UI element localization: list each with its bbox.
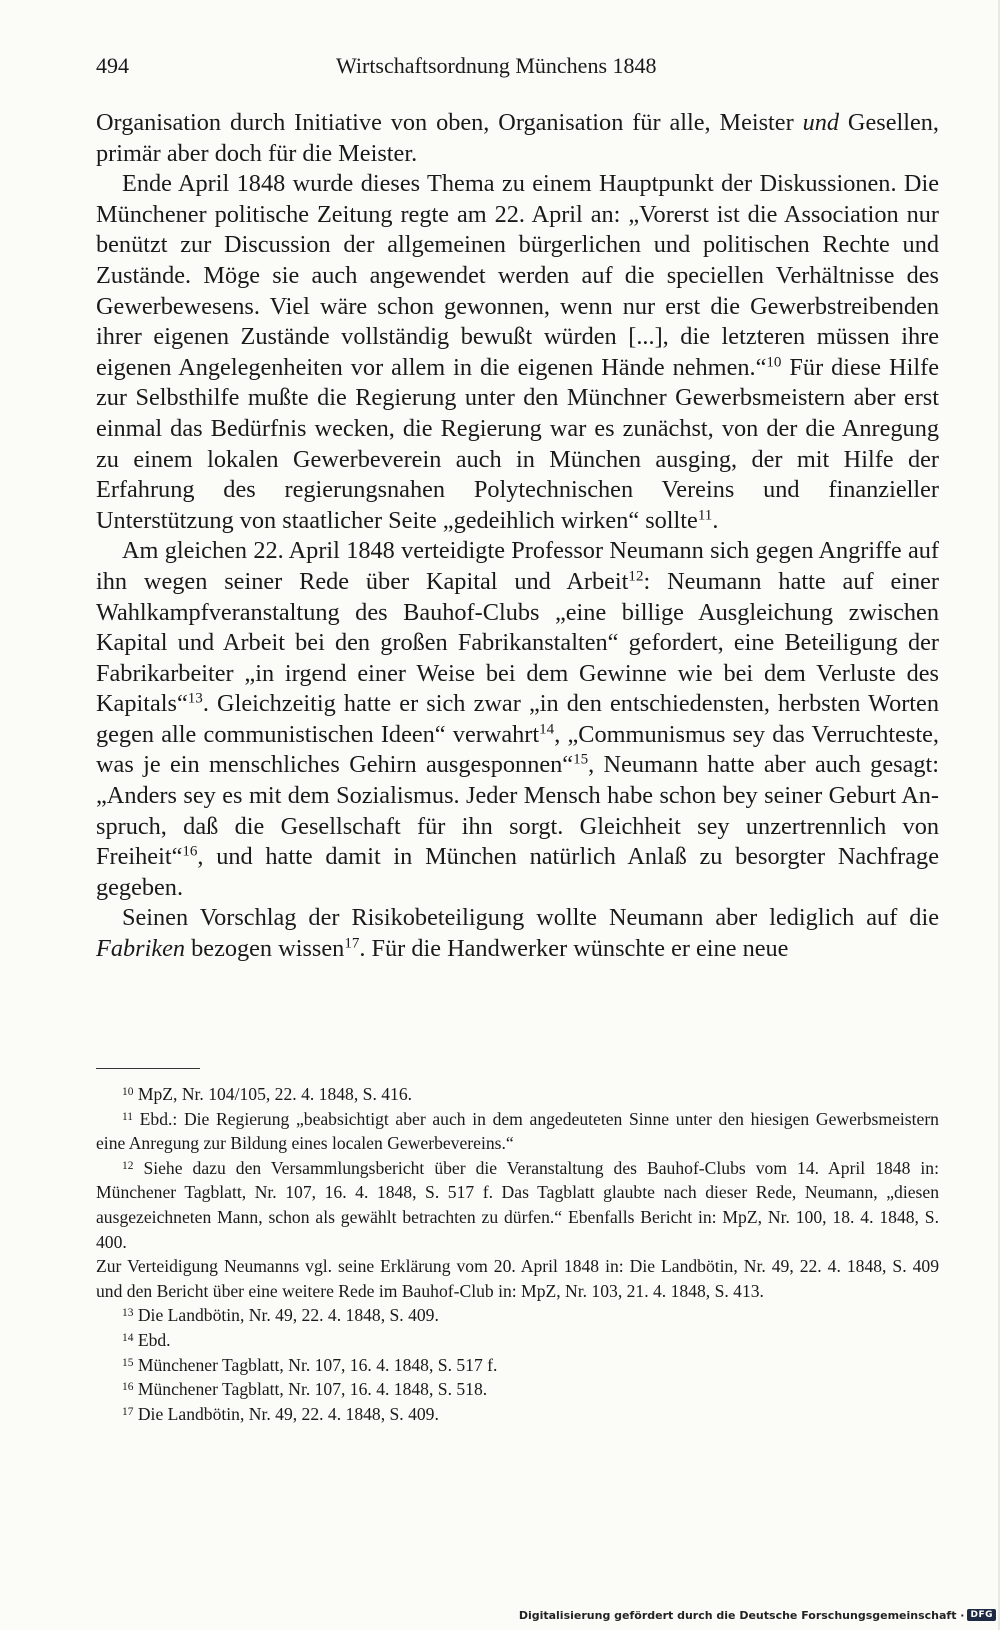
footnote-ref: 11 (697, 507, 713, 524)
text-run: bezogen wissen (185, 935, 345, 963)
page-number: 494 (96, 53, 129, 78)
footnote-number: 10 (122, 1085, 134, 1098)
footnote-text: Die Landbötin, Nr. 49, 22. 4. 1848, S. 409. (137, 1305, 439, 1326)
footnote-divider (96, 1068, 200, 1069)
footnote-number: 15 (122, 1356, 134, 1369)
footnote-ref: 17 (344, 935, 360, 952)
text-run: Seinen Vorschlag der Risikobeteiligung wollte Neumann aber lediglich auf die (122, 904, 939, 932)
text-run: Organisation durch Initiative von oben, Organisation für alle, Meister (96, 109, 803, 136)
paragraph-2 (96, 169, 939, 536)
text-run: . (712, 506, 719, 534)
text-run: , „Communismus sey das Verruchteste, was je ein menschliches Gehirn ausgesponnen“ (96, 720, 939, 779)
footnote-text: Ebd.: Die Regierung „beabsichtigt aber auch in dem angedeuteten Sinne unter den hiesigen Gewerbsmeistern eine Anregung zur Bildung eines localen Gewerbevereins.“ (96, 1108, 939, 1154)
footnote (96, 1107, 939, 1156)
footnote (96, 1303, 939, 1328)
footnote-continuation (96, 1254, 939, 1303)
text-run: . Gleichzeitig hatte er sich zwar „in den entschiedensten, herbsten Worten gegen alle communistischen Ideen“ verwahrt (96, 690, 939, 748)
text-run: Am gleichen 22. April 1848 verteidigte Professor Neumann sich gegen Angriffe auf ihn wegen seiner Rede über Kapital und Arbeit (96, 537, 939, 595)
dfg-logo: DFG (967, 1609, 996, 1621)
footnote-ref: 10 (766, 354, 782, 371)
text-run: . Für die Handwerker wünschte er eine neue (359, 935, 789, 963)
page-header (96, 50, 936, 82)
footnote (96, 1328, 939, 1353)
text-run: : Neumann hatte auf einer Wahlkampfveranstaltung des Bauhof-Clubs „eine billige Ausgleichung zwischen Kapital und Arbeit bei den großen Fabrikanstalten“ gefordert, eine Beteiligung der Fabrikarbeiter „in irgend einer Weise bei dem Gewinne wie bei dem Verluste des Kapitals“ (96, 567, 939, 718)
footnote-text: Ebd. (137, 1329, 171, 1350)
footnote-number: 16 (122, 1380, 134, 1393)
text-run: Gesellen, primär aber doch für die Meister. (96, 109, 939, 167)
text-run: Ende April 1848 wurde dieses Thema zu einem Hauptpunkt der Diskussionen. Die Münchener politische Zeitung regte am 22. April an: „Vorerst ist die Association nur benützt zur Discussion der allgemeinen bürgerlichen und politischen Rechte und Zustände. Möge sie auch angewendet werden auf die speciellen Verhältnisse des Gewerbewesens. Viel wäre schon gewonnen, wenn nur erst die Gewerbstreibenden ihrer eigenen Zustände vollständig bewußt würden [...], die letzteren müssen ihre eigenen Angelegenheiten vor allem in die eigenen Hände nehmen.“ (96, 170, 939, 381)
footnote (96, 1402, 939, 1427)
digitization-credit (519, 1606, 996, 1624)
paragraph-3 (96, 536, 939, 903)
footnote-text: Zur Verteidigung Neumanns vgl. seine Erklärung vom 20. April 1848 in: Die Landbötin, Nr. 49, 22. 4. 1848, S. 409 und den Bericht über eine weitere Rede im Bauhof-Club in: MpZ, Nr. 103, 21. 4. 1848, S. 413. (96, 1256, 939, 1301)
footnote-text: MpZ, Nr. 104/105, 22. 4. 1848, S. 416. (137, 1084, 413, 1104)
text-run: , und hatte damit in München natürlich Anlaß zu besorgter Nachfrage gegeben. (96, 843, 939, 901)
footnote (96, 1377, 939, 1402)
footnote-ref: 14 (539, 721, 555, 738)
footnote-number: 14 (122, 1331, 134, 1344)
footnotes (96, 1082, 939, 1426)
footnote-ref: 15 (573, 752, 589, 769)
paragraph-1 (96, 108, 939, 169)
italic-text: Fabriken (96, 935, 186, 963)
footnote (96, 1156, 939, 1254)
running-title: Wirtschaftsordnung Münchens 1848 (336, 53, 657, 78)
main-text (96, 108, 939, 965)
text-run: Für diese Hilfe zur Selbsthilfe mußte die Regierung unter den Münchner Gewerbsmeistern aber erst einmal das Bedürfnis wecken, die Regierung war es zunächst, von der die Anregung zu einem lokalen Gewerbeverein auch in München ausging, der mit Hilfe der Erfahrung des regierungsnahen Polytechnischen Vereins und finanzieller Unterstützung von staatlicher Seite „gedeihlich wirken“ sollte (96, 353, 939, 534)
text-run: , Neumann hatte aber auch gesagt: „Anders sey es mit dem Sozialismus. Jeder Mensch habe schon bey seiner Geburt Anspruch, daß die Gesellschaft für ihn sorgt. Gleichheit sey unzertrennlich von Freiheit“ (96, 751, 939, 871)
footnote-text: Münchener Tagblatt, Nr. 107, 16. 4. 1848, S. 517 f. (137, 1354, 498, 1375)
footnote-text: Münchener Tagblatt, Nr. 107, 16. 4. 1848, S. 518. (137, 1379, 488, 1400)
footnote-ref: 13 (187, 691, 203, 707)
footnote-number: 17 (122, 1405, 134, 1418)
footnote-ref: 16 (182, 843, 198, 860)
footnote-ref: 12 (628, 568, 644, 585)
footnote-number: 11 (122, 1110, 134, 1123)
footnote (96, 1353, 939, 1378)
credit-text: Digitalisierung gefördert durch die Deutsche Forschungsgemeinschaft · (518, 1608, 965, 1622)
footnote (96, 1082, 939, 1107)
italic-text: und (802, 109, 840, 136)
paragraph-4 (96, 903, 939, 964)
footnote-number: 12 (122, 1159, 134, 1172)
footnote-number: 13 (122, 1307, 134, 1320)
footnote-text: Die Landbötin, Nr. 49, 22. 4. 1848, S. 409. (137, 1403, 439, 1424)
footnote-text: Siehe dazu den Versammlungsbericht über die Veranstaltung des Bauhof-Clubs vom 14. April 1848 in: Münchener Tagblatt, Nr. 107, 16. 4. 1848, S. 517 f. Das Tagblatt glaubte nach dieser Rede, Neumann, „diesen ausgezeichneten Mann, schon als gewählt betrachten zu dürfen.“ Ebenfalls Bericht in: MpZ, Nr. 100, 18. 4. 1848, S. 400. (96, 1157, 939, 1252)
